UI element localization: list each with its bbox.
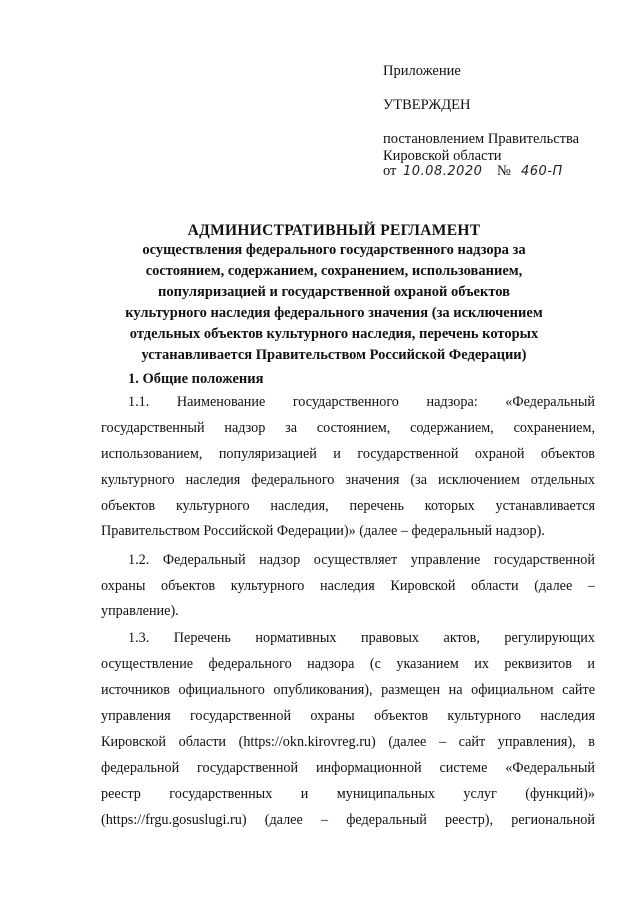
decree-line-1: постановлением Правительства (383, 131, 580, 147)
title-main: АДМИНИСТРАТИВНЫЙ РЕГЛАМЕНТ (187, 222, 481, 239)
body-line: 1.1. Наименование государственного надзора: «Федеральный (128, 394, 595, 410)
title-subtitle (60, 240, 608, 366)
title-line: популяризацией и государственной охраной объектов (158, 284, 510, 300)
approved-label: УТВЕРЖДЕН (383, 97, 471, 113)
title-line: культурного наследия федерального значения (за исключением (125, 305, 543, 321)
body-line: использованием, популяризацией и государственной охраной объектов (101, 446, 595, 462)
number-prefix: № (497, 163, 511, 179)
handwritten-date: 10.08.2020 (403, 164, 483, 179)
body-line: источников официального опубликования), размещен на официальном сайте (101, 682, 595, 698)
body-line: Правительством Российской Федерации)» (далее – федеральный надзор). (101, 523, 545, 539)
body-line: реестр государственных и муниципальных услуг (функций)» (101, 786, 595, 802)
title-line: состоянием, содержанием, сохранением, использованием, (145, 263, 523, 279)
body-line: осуществление федерального надзора (с указанием их реквизитов и (101, 656, 595, 672)
body-line: управления государственной охраны объектов культурного наследия (101, 708, 595, 724)
body-line: Кировской области (https://okn.kirovreg.ru) (далее – сайт управления), в (101, 734, 595, 750)
body-line: управление). (101, 603, 179, 619)
handwritten-number: 460-П (521, 164, 563, 179)
title-line: устанавливается Правительством Российской Федерации) (141, 347, 527, 363)
appendix-label: Приложение (383, 63, 461, 79)
body-line: федеральной государственной информационной системе «Федеральный (101, 760, 595, 776)
body-line: охраны объектов культурного наследия Кировской области (далее – (101, 578, 595, 594)
body-line: 1.3. Перечень нормативных правовых актов, регулирующих (128, 630, 595, 646)
body-line: государственный надзор за состоянием, содержанием, сохранением, (101, 420, 595, 436)
body-line: 1.2. Федеральный надзор осуществляет управление государственной (128, 552, 595, 568)
regulation-title (60, 221, 608, 366)
body-line: культурного наследия федерального значения (за исключением отдельных (101, 472, 595, 488)
date-prefix: от (383, 163, 397, 179)
section-heading: 1. Общие положения (128, 371, 264, 387)
decree-line-2: Кировской области (383, 148, 502, 164)
body-line: объектов культурного наследия, перечень которых устанавливается (101, 498, 595, 514)
body-line: (https://frgu.gosuslugi.ru) (далее – федеральный реестр), региональной (101, 812, 595, 828)
title-line: отдельных объектов культурного наследия, перечень которых (129, 326, 539, 342)
title-line: осуществления федерального государственного надзора за (142, 242, 526, 258)
